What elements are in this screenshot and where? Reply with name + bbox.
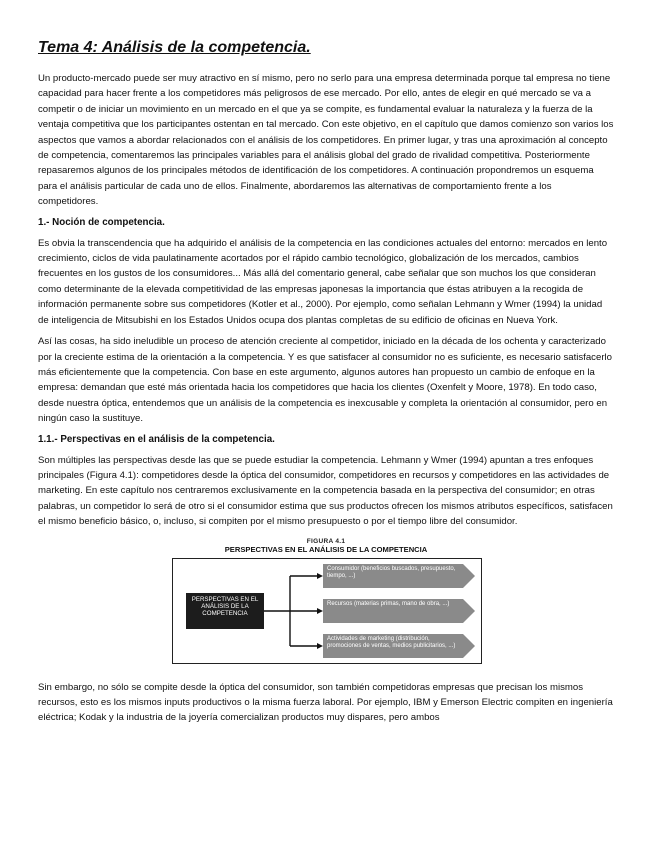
intro-paragraph: Un producto-mercado puede ser muy atractivo en sí mismo, pero no serlo para una empresa determinada porque tal empresa no tiene capacidad para hacer frente a los competidores más peligrosos de ese mercado. Por ello, antes de elegir en qué mercado se va a competir o de iniciar un movimiento en un mercado en el que ya se compite, es fundamental evaluar la naturaleza y la fuerza de la ventaja competitiva que los participantes ostentan en tal mercado. Con este objetivo, en el capítulo que damos comienzo son varios los aspectos que vamos a abordar relacionados con el análisis de los competidores. En primer lugar, y tras una aproximación al concepto de competencia, comentaremos las principales variables para el análisis global del grado de rivalidad competitiva. Posteriormente repasaremos algunos de los principales métodos de identificación de los competidores. A continuación propondremos un esquema para el análisis particular de cada uno de ellos. Finalmente, abordaremos las alternativas de comportamiento frente a los competidores. xyxy=(38,73,614,208)
section-1-heading: 1.- Noción de competencia. xyxy=(38,216,165,228)
section-1-paragraph-2: Así las cosas, ha sido ineludible un proceso de atención creciente al competidor, iniciado en la década de los ochenta y caracterizado por la creciente estima de la orientación a la competencia. Y es que satisfacer al consumidor no es suficiente, es necesario satisfacerlo más eficientemente que la competencia. Con base en este argumento, algunos autores han propuesto un cambio de enfoque en la empresa: demandan que esté más orientada hacia los competidores que hacia los clientes (Oxenfelt y Moore, 1978). En todo caso, desde nuestra óptica, entendemos que un análisis de la competencia es inexcusable y completa la orientación al consumidor, pero en ningún caso la sustituye. xyxy=(38,336,612,425)
figure-number: FIGURA 4.1 xyxy=(306,537,346,545)
document-page xyxy=(38,38,614,732)
section-1-paragraph-1: Es obvia la transcendencia que ha adquirido el análisis de la competencia en las condiciones actuales del entorno: mercados en lento crecimiento, ciclos de vida paulatinamente acortados por el rápido cambio tecnológico, globalización de los mercados, cambios frecuentes en los gustos de los consumidores... Más allá del comentario general, cabe señalar que son muchos los que consideran como determinante de la elevada competitividad de las empresas japonesas la importancia que éstas atribuyen a la recogida de información permanente sobre sus competidores (Kotler et al., 2000). Por ejemplo, como señalan Lehmann y Wmer (1994) la unidad de inteligencia de Mitsubishi en los Estados Unidos ocupa dos plantas completas de su edificio de oficinas en Nueva York. xyxy=(38,237,608,326)
page-title: Tema 4: Análisis de la competencia. xyxy=(38,39,311,56)
figure-4-1 xyxy=(38,538,614,670)
closing-paragraph: Sin embargo, no sólo se compite desde la óptica del consumidor, son también competidoras empresas que precisan los mismos recursos, esto es los mismos inputs productivos o la misma fuerza laboral. Por ejemplo, IBM y Emerson Electric compiten en ingeniería eléctrica; Kodak y la industria de la joyería comercializan productos muy dispares, pero ambos xyxy=(38,681,613,724)
figure-box-consumer: Consumidor (beneficios buscados, presupuesto, tiempo, ...) xyxy=(323,564,463,588)
figure-main-box: PERSPECTIVAS EN EL ANÁLISIS DE LA COMPETENCIA xyxy=(186,593,264,629)
figure-box-marketing: Actividades de marketing (distribución, promociones de ventas, medios publicitarios, ...) xyxy=(323,634,463,658)
figure-box-resources: Recursos (materias primas, mano de obra, ...) xyxy=(323,599,463,623)
section-1-1-heading: 1.1.- Perspectivas en el análisis de la competencia. xyxy=(38,433,275,445)
figure-title: PERSPECTIVAS EN EL ANÁLISIS DE LA COMPETENCIA xyxy=(224,544,428,554)
section-1-1-paragraph: Son múltiples las perspectivas desde las que se puede estudiar la competencia. Lehmann y Wmer (1994) apuntan a tres enfoques principales (Figura 4.1): competidores desde la óptica del consumidor, competidores en recursos y competidores en las actividades de marketing. En este capítulo nos centraremos exclusivamente en la competencia basada en la perspectiva del consumidor; en otras palabras, un competidor lo será de otro si el consumidor estima que sus productos ofrecen los mismos atributos específicos, satisfacen el mismo beneficio básico, o, incluso, si compiten por el mismo presupuesto o por el tiempo libre del consumidor. xyxy=(38,454,613,528)
